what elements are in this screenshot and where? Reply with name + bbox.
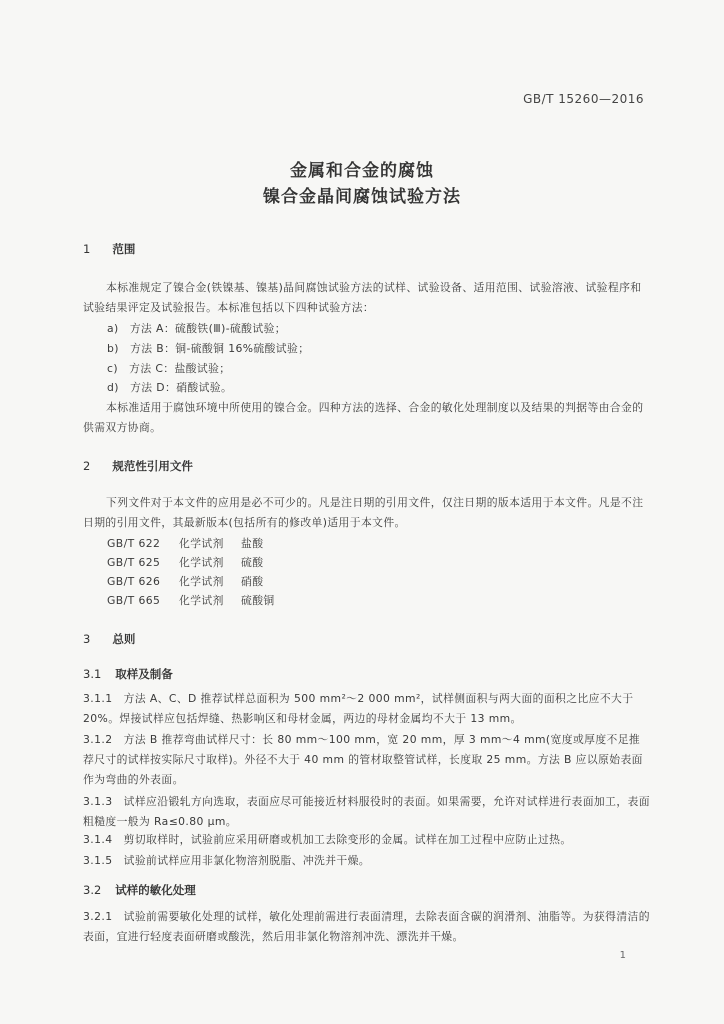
list-item: c) 方法 C：盐酸试验； [107,362,231,375]
clause-3-1-5: 3.1.5 试验前试样应用非氯化物溶剂脱脂、冲洗并干燥。 [83,854,370,867]
reference-item: GB/T 626 化学试剂 硝酸 [107,575,264,588]
section-number: 2 [83,459,91,473]
reference-item: GB/T 625 化学试剂 硫酸 [107,556,264,569]
section-number: 3 [83,632,91,646]
clause-3-2-1: 3.2.1 试验前需要敏化处理的试样，敏化处理前需进行表面清理，去除表面含碳的润滑剂、油脂等。为获得清洁的表面，宜进行轻度表面研磨或酸洗，然后用非氯化物溶剂冲洗、漂洗并干燥。 [83,910,650,943]
paragraph: 本标准适用于腐蚀环境中所使用的镍合金。四种方法的选择、合金的敏化处理制度以及结果的判据等由合金的供需双方协商。 [83,401,644,434]
paragraph: 本标准规定了镍合金(铁镍基、镍基)晶间腐蚀试验方法的试样、试验设备、适用范围、试验溶液、试验程序和试验结果评定及试验报告。本标准包括以下四种试验方法： [83,281,642,314]
section-title: 范围 [112,242,136,256]
section-2-heading [83,458,193,474]
section-title: 规范性引用文件 [112,459,193,473]
section-3-heading [83,631,135,647]
subsection-3-2-heading: 3.2 试样的敏化处理 [83,883,196,897]
section-1-heading [83,241,135,257]
clause-3-1-4: 3.1.4 剪切取样时，试验前应采用研磨或机加工去除变形的金属。试样在加工过程中应防止过热。 [83,833,572,846]
paragraph: 下列文件对于本文件的应用是必不可少的。凡是注日期的引用文件，仅注日期的版本适用于本文件。凡是不注日期的引用文件，其最新版本(包括所有的修改单)适用于本文件。 [83,496,644,529]
title-line-1: 金属和合金的腐蚀 [290,161,434,181]
clause-3-1-2: 3.1.2 方法 B 推荐弯曲试样尺寸：长 80 mm～100 mm，宽 20 mm，厚 3 mm～4 mm(宽度或厚度不足推荐尺寸的试样按实际尺寸取样)。外径不大于 40 mm 的管材取整管试样，长度取 25 mm。方法 B 应以原始表面作为弯曲的外表面。 [83,733,643,786]
clause-3-1-3: 3.1.3 试样应沿锻轧方向选取，表面应尽可能接近材料服役时的表面。如果需要，允许对试样进行表面加工，表面粗糙度一般为 Ra≤0.80 μm。 [83,795,650,828]
page-number: 1 [619,950,626,961]
reference-item: GB/T 665 化学试剂 硫酸铜 [107,594,275,607]
list-item: a) 方法 A：硫酸铁(Ⅲ)-硫酸试验； [107,322,286,335]
list-item: d) 方法 D：硝酸试验。 [107,381,233,394]
subsection-3-1-heading: 3.1 取样及制备 [83,667,173,681]
clause-3-1-1: 3.1.1 方法 A、C、D 推荐试样总面积为 500 mm²～2 000 mm²，试样侧面积与两大面的面积之比应不大于 20%。焊接试样应包括焊缝、热影响区和母材金属，两边的母材金属均不大于 13 mm。 [83,692,634,725]
list-item: b) 方法 B：铜-硫酸铜 16%硫酸试验； [107,342,310,355]
section-title: 总则 [112,632,136,646]
title-line-2: 镍合金晶间腐蚀试验方法 [263,187,461,207]
section-number: 1 [83,242,91,256]
standard-code: GB/T 15260—2016 [523,92,644,106]
reference-item: GB/T 622 化学试剂 盐酸 [107,537,264,550]
